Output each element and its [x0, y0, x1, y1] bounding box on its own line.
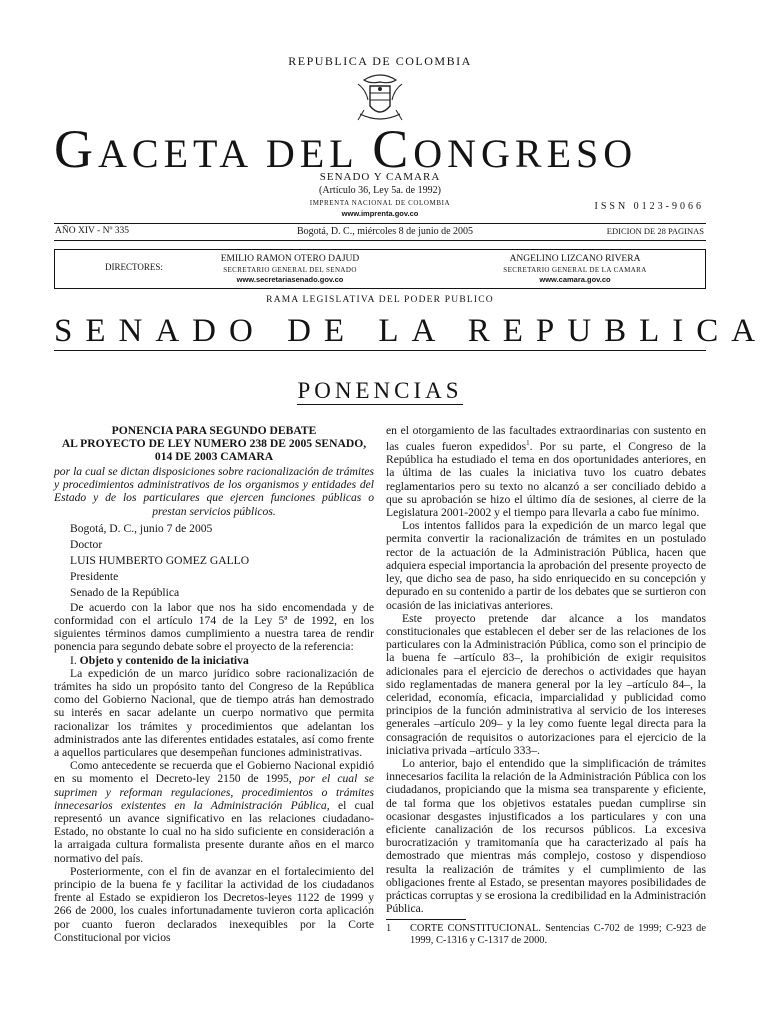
year-number: AÑO XIV - Nº 335 [55, 226, 130, 236]
paragraph [54, 759, 374, 865]
director-title: SECRETARIO GENERAL DEL SENADO [223, 266, 357, 274]
director-website: www.secretariasenado.gov.co [236, 275, 344, 284]
director-website: www.camara.gov.co [539, 275, 611, 284]
paragraph: Lo anterior, bajo el entendido que la simplificación de trámites innecesarios facilita la relación de la Administración Pública con los ciudadanos, propiciando que la misma sea transparente y eficiente, de tal forma que los objetivos estatales puedan cumplirse sin ocasionar desgastes injustificados a los particulares y con una eficiente canalización de los recursos públicos. La excesiva burocratización y tramitomanía que ha caracterizado al país ha demostrado que mientras más complejo, costoso y dispendioso resulta la realización de trámites y el cumplimiento de las obligaciones frente al Estado, se presentan mayores posibilidades de prácticas corruptas y se erosiona la credibilidad en la Administración Pública. [386, 756, 706, 916]
chamber-title: SENADO DE LA REPUBLICA [54, 313, 769, 349]
masthead-part: C [372, 119, 414, 179]
decree-title: por el cual se suprimen y reforman regulaciones, procedimientos o trámites innecesarios existentes en la Administración Pública, [54, 772, 374, 812]
printer-website: www.imprenta.gov.co [341, 209, 419, 218]
article-title: AL PROYECTO DE LEY NUMERO 238 DE 2005 SENADO, [61, 437, 367, 450]
footnote-rule [386, 919, 466, 920]
issn-number: ISSN 0123-9066 [594, 201, 704, 212]
director-title: SECRETARIO GENERAL DE LA CAMARA [503, 266, 647, 274]
director-name: ANGELINO LIZCANO RIVERA [509, 254, 641, 264]
paragraph: Los intentos fallidos para la expedición de un marco legal que permita convertir la racionalización de trámites en un postulado rector de la actuación de la Administración Pública, hacen que adquiera especial importancia la aprobación del presente proyecto de ley, que dicho sea de paso, ha sido enriquecido en su concepción y depurado en su contenido a partir de los debates que se surtieron con ocasión de las iniciativas anteriores. [386, 519, 706, 612]
paragraph-text: en el otorgamiento de las facultades extraordinarias con sustento en las cuales fueron expedidos [386, 424, 706, 454]
directors-box [54, 249, 706, 289]
houses-label: SENADO Y CAMARA [319, 171, 441, 183]
printer-label: IMPRENTA NACIONAL DE COLOMBIA [309, 199, 451, 207]
footnote-marker: 1 [526, 439, 530, 448]
paragraph [386, 424, 706, 519]
section-heading [54, 654, 374, 667]
masthead-part: ONGRESO [413, 131, 638, 176]
republic-label: REPUBLICA DE COLOMBIA [288, 54, 472, 68]
paragraph-text: . Por su parte, el Congreso de la República ha estudiado el tema en dos oportunidades anteriores, en la última de las cuales la iniciativa tuvo los cuatro debates reglamentarios pero su texto no alcanzó a ser conciliado debido a que su aprobación se hizo el último día de sesiones, al cierre de la Legislatura 2001-2002 y el tiempo para llevarla a cabo fue mínimo. [386, 440, 706, 520]
recipient-name: LUIS HUMBERTO GOMEZ GALLO [70, 553, 250, 567]
chamber-rule [54, 350, 706, 351]
branch-label: RAMA LEGISLATIVA DEL PODER PUBLICO [266, 295, 494, 305]
issue-date: Bogotá, D. C., miércoles 8 de junio de 2005 [296, 226, 474, 237]
header-rule [54, 240, 706, 241]
section-heading-number: I. [70, 653, 77, 667]
article-title: 014 DE 2003 CAMARA [154, 450, 274, 463]
article-title: PONENCIA PARA SEGUNDO DEBATE [111, 424, 317, 437]
article-subtitle: por la cual se dictan disposiciones sobre racionalización de trámites y procedimientos administrativos de los organismos y entidades del Estado y de los particulares que ejercen funciones públicas o prestan servicios públicos. [54, 465, 374, 518]
edition-pages: EDICION DE 28 PAGINAS [606, 226, 704, 236]
section-heading-text: Objeto y contenido de la iniciativa [79, 653, 249, 667]
paragraph-text: el cual representó un avance significativo en las relaciones ciudadano-Estado, no obstante lo cual no ha sido suficiente en consideración a la arraigada cultura formalista presente durante años en el marco normativo del país. [54, 798, 374, 865]
paragraph: De acuerdo con la labor que nos ha sido encomendada y de conformidad con el artículo 174 de la Ley 5ª de 1992, en los siguientes términos damos cumplimiento a nuestra tarea de rendir ponencia para segundo debate sobre el proyecto de la referencia: [54, 600, 374, 654]
recipient-role: Presidente [70, 569, 119, 583]
footnote-number: 1 [386, 923, 392, 935]
section-title [0, 378, 760, 404]
masthead-part: ACETA [98, 131, 266, 176]
section-title-text: PONENCIAS [297, 378, 463, 403]
salutation: Doctor [70, 537, 103, 551]
footnote [386, 923, 706, 947]
paragraph: Este proyecto pretende dar alcance a los mandatos constitucionales que establecen el deber ser de las relaciones de los particulares con la Administración Pública, como son el principio de la buena fe –artículo 83–, la prohibición de exigir requisitos adicionales para el ejercicio de derechos o actividades que hayan sido reglamentadas de manera general por la ley –artículo 84–, la celeridad, economía, eficacia, imparcialidad y publicidad como principios de la función administrativa al servicio de los intereses generales –artículo 209– y la ley como fuente legal directa para la consagración de requisitos o autorizaciones para el ejercicio de la iniciativa privada –artículo 333–. [386, 611, 706, 757]
recipient-org: Senado de la República [70, 585, 180, 599]
directors-label: DIRECTORES: [105, 262, 163, 272]
right-column [386, 424, 706, 947]
director-name: EMILIO RAMON OTERO DAJUD [220, 254, 360, 264]
footnote-text: CORTE CONSTITUCIONAL. Sentencias C-702 de 1999; C-923 de 1999, C-1316 y C-1317 de 2000. [410, 923, 706, 947]
letter-date: Bogotá, D. C., junio 7 de 2005 [70, 521, 213, 535]
header-rule [54, 223, 706, 224]
article-reference: (Artículo 36, Ley 5a. de 1992) [319, 185, 441, 196]
paragraph: Posteriormente, con el fin de avanzar en el fortalecimiento del principio de la buena fe y facilitar la actividad de los ciudadanos frente al Estado se expidieron los Decretos-leyes 1122 de 1999 y 266 de 2000, los cuales infortunadamente tuvieron corta aplicación por cuanto fueron declarados inexequibles por la Corte Constitucional por vicios [54, 864, 374, 944]
left-column [54, 424, 374, 944]
paragraph-text: Como antecedente se recuerda que el Gobierno Nacional expidió en su momento el Decreto-ley 2150 de 1995, [54, 759, 374, 786]
masthead-part: G [54, 119, 98, 179]
paragraph: La expedición de un marco jurídico sobre racionalización de trámites ha sido un propósito tanto del Congreso de la República como del Gobierno Nacional, que de tiempo atrás han demostrado su interés en sacar adelante un cuerpo normativo que permita racionalizar los trámites y procedimientos que adelantan los administrados ante las diferentes entidades estatales, así como frente a aquellos particulares que desempeñan funciones administrativas. [54, 666, 374, 760]
masthead-part: DEL [265, 131, 373, 176]
